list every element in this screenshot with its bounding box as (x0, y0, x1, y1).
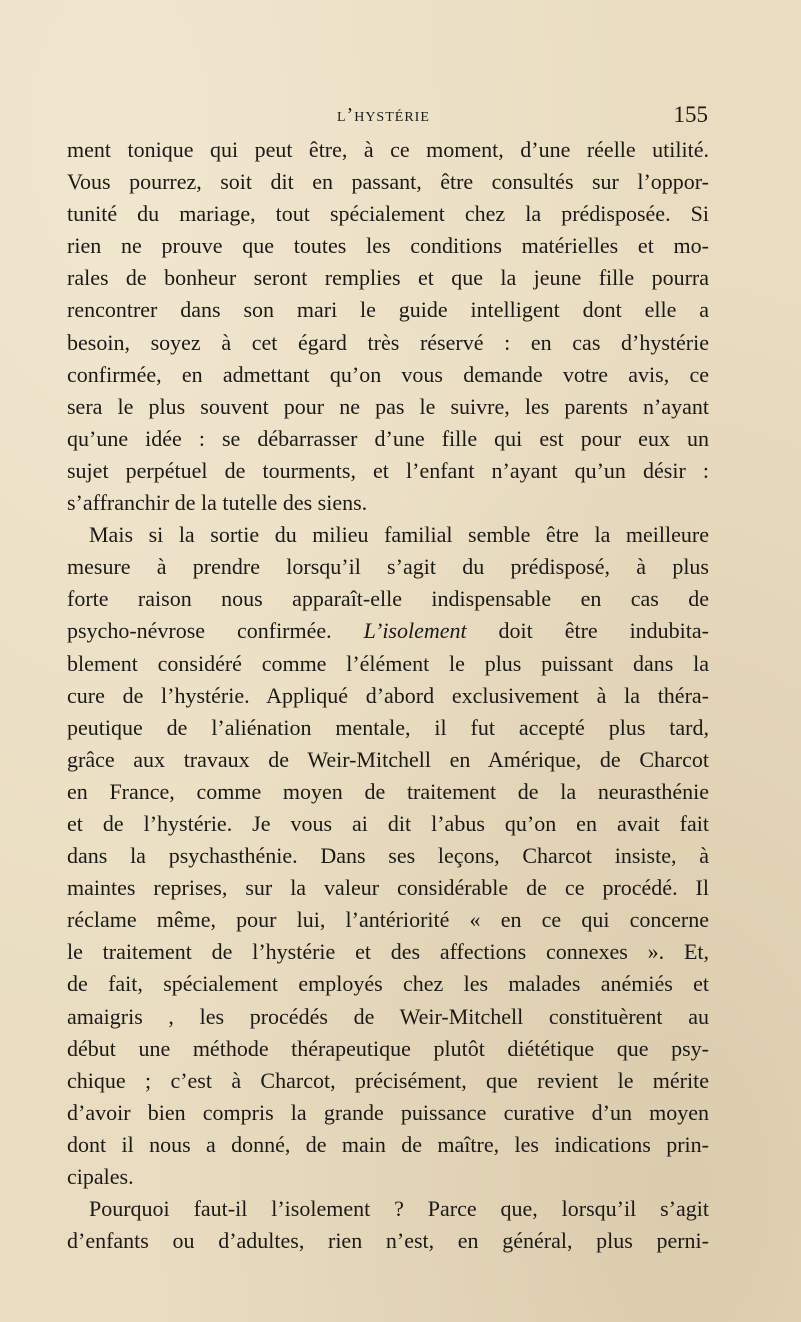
text-line-with-emphasis (67, 615, 709, 647)
text-line: peutique de l’aliénation mentale, il fut accepté plus tard, (67, 714, 709, 740)
running-head (67, 100, 708, 130)
text-line: et de l’hystérie. Je vous ai dit l’abus qu’on en avait fait (67, 810, 709, 836)
text-line: s’affranchir de la tutelle des siens. (67, 490, 368, 516)
text-line: d’enfants ou d’adultes, rien n’est, en général, plus perni- (67, 1228, 709, 1254)
text-line: qu’une idée : se débarrasser d’une fille qui est pour eux un (67, 425, 709, 451)
text-line: réclame même, pour lui, l’antériorité « en ce qui concerne (67, 907, 709, 933)
running-title: l’hystérie (337, 104, 430, 126)
text-line: Vous pourrez, soit dit en passant, être consultés sur l’oppor- (67, 169, 709, 195)
text-line: forte raison nous apparaît-elle indispensable en cas de (67, 586, 709, 612)
text-line: rien ne prouve que toutes les conditions matérielles et mo- (67, 233, 709, 259)
text-fragment: doit être indubita- (466, 618, 709, 644)
text-line: grâce aux travaux de Weir-Mitchell en Amérique, de Charcot (67, 746, 709, 772)
emphasized-term: L’isolement (363, 618, 467, 644)
text-line: mesure à prendre lorsqu’il s’agit du prédisposé, à plus (67, 554, 709, 580)
text-line: Pourquoi faut-il l’isolement ? Parce que, lorsqu’il s’agit (89, 1196, 709, 1222)
text-line: cipales. (67, 1164, 134, 1189)
text-line: confirmée, en admettant qu’on vous demande votre avis, ce (67, 361, 709, 387)
text-line: rales de bonheur seront remplies et que la jeune fille pourra (67, 265, 709, 291)
text-line: le traitement de l’hystérie et des affections connexes ». Et, (67, 939, 709, 965)
text-line: blement considéré comme l’élément le plus puissant dans la (67, 650, 709, 676)
text-fragment: psycho-névrose confirmée. (67, 618, 364, 644)
text-line: sujet perpétuel de tourments, et l’enfant n’ayant qu’un désir : (67, 457, 709, 483)
text-line: maintes reprises, sur la valeur considérable de ce procédé. Il (67, 875, 709, 901)
text-line: amaigris , les procédés de Weir-Mitchell constituèrent au (67, 1003, 709, 1029)
body-text (67, 134, 709, 1257)
text-line: tunité du mariage, tout spécialement chez la prédisposée. Si (67, 201, 709, 227)
text-line: sera le plus souvent pour ne pas le suivre, les parents n’ayant (67, 393, 709, 419)
text-line: dont il nous a donné, de main de maître, les indications prin- (67, 1131, 709, 1157)
page-number: 155 (673, 102, 708, 127)
text-line: rencontrer dans son mari le guide intelligent dont elle a (67, 297, 709, 323)
text-line: ment tonique qui peut être, à ce moment, d’une réelle utilité. (67, 137, 709, 162)
text-line: Mais si la sortie du milieu familial semble être la meilleure (89, 522, 709, 548)
text-line: cure de l’hystérie. Appliqué d’abord exclusivement à la théra- (67, 682, 709, 708)
text-line: en France, comme moyen de traitement de la neurasthénie (67, 778, 709, 804)
text-line: début une méthode thérapeutique plutôt diététique que psy- (67, 1035, 709, 1061)
text-line: dans la psychasthénie. Dans ses leçons, Charcot insiste, à (67, 843, 709, 869)
text-line: de fait, spécialement employés chez les malades anémiés et (67, 971, 709, 997)
text-line: chique ; c’est à Charcot, précisément, que revient le mérite (67, 1067, 709, 1093)
text-line: besoin, soyez à cet égard très réservé : en cas d’hystérie (67, 329, 709, 355)
text-line: d’avoir bien compris la grande puissance curative d’un moyen (67, 1099, 709, 1125)
